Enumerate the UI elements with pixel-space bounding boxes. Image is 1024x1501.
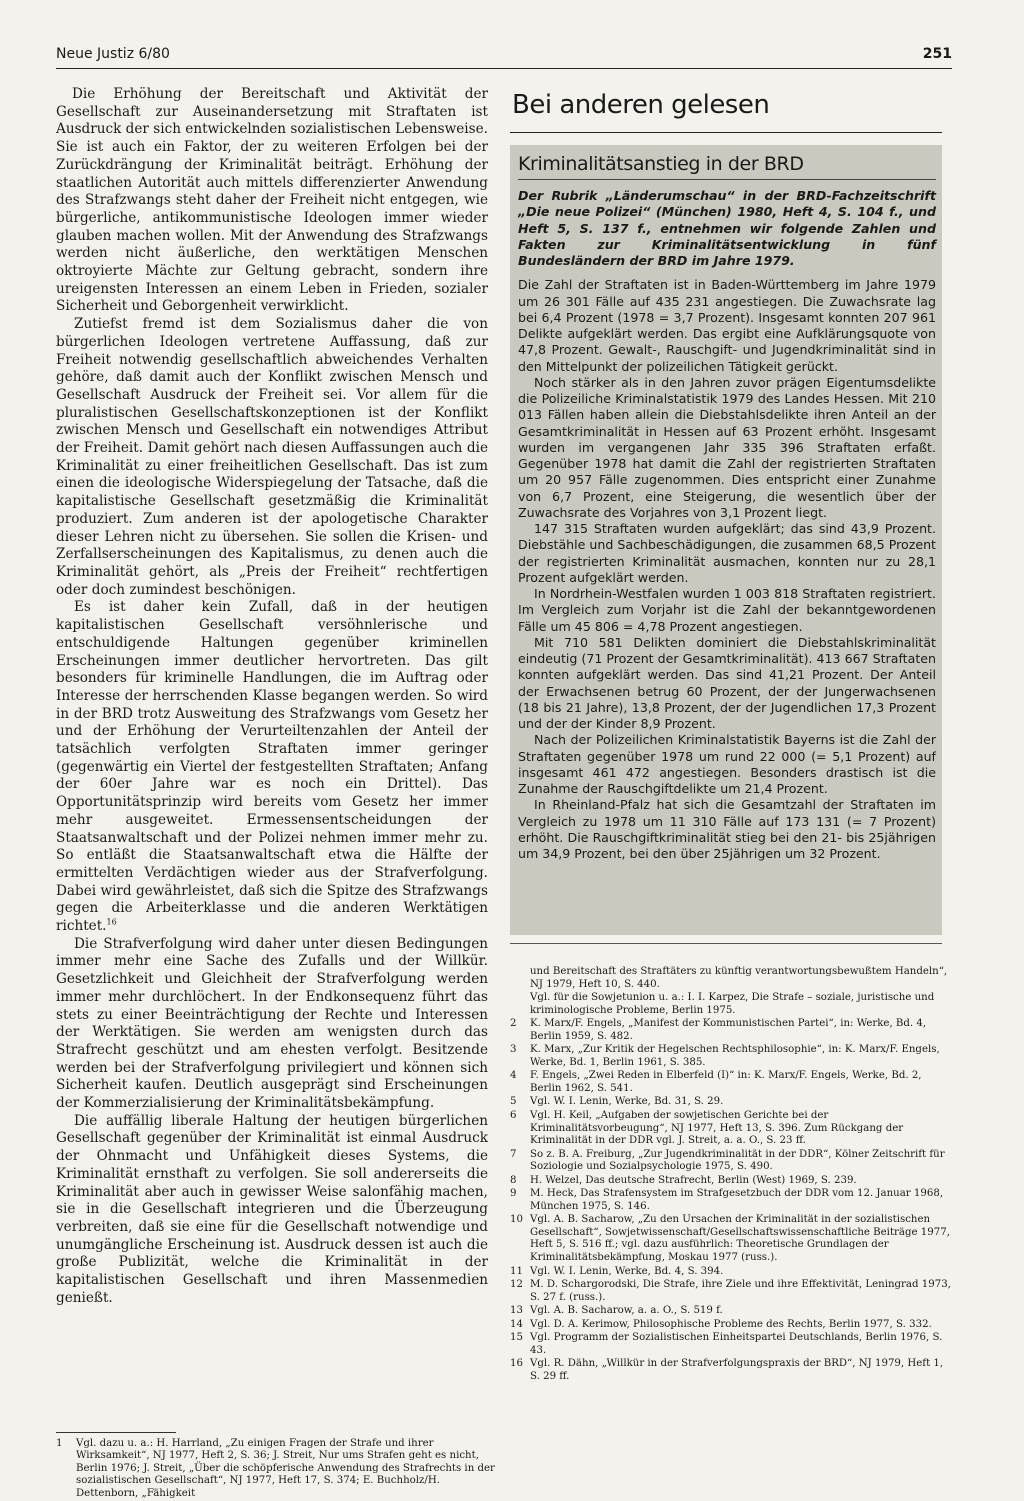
- footnotes-left: [56, 1438, 504, 1501]
- footnote-number: 9: [510, 1188, 517, 1200]
- footnote-item: [510, 1279, 952, 1304]
- footnote-number: 13: [510, 1305, 523, 1317]
- footnote-item: [530, 992, 952, 1017]
- footnote-item: [510, 1266, 952, 1279]
- footnote-item: [510, 1305, 952, 1318]
- article-paragraph: Mit 710 581 Delikten dominiert die Diebstahlskriminalität eindeutig (71 Prozent der Gesamtkriminalität). 413 667 Straftaten konnten aufgeklärt werden. Das sind 41,21 Prozent. Der Anteil der Erwachsenen betrug 60 Prozent, der der Jungerwachsenen (18 bis 21 Jahre), 13,8 Prozent, der der Jugendlichen 17,3 Prozent und der der Kinder 8,9 Prozent.: [518, 634, 936, 732]
- article-bottom-rule: [510, 943, 942, 944]
- article-paragraph: Die Zahl der Straftaten ist in Baden-Württemberg im Jahre 1979 um 26 301 Fälle auf 435 231 angestiegen. Die Zuwachsrate lag bei 6,4 Prozent (1978 = 3,7 Prozent). Insgesamt konnten 207 961 Delikte aufgeklärt werden. Das ergibt eine Aufklärungsquote von 47,8 Prozent. Gewalt-, Rauschgift- und Jugendkriminalität sind in den Mittelpunkt der polizeilichen Tätigkeit gerückt.: [518, 277, 936, 374]
- footnote-number: 5: [510, 1096, 517, 1108]
- main-paragraph: Zutiefst fremd ist dem Sozialismus daher die von bürgerlichen Ideologen vertretene Auffassung, daß zur Freiheit notwendig gesellschaftlich abweichendes Verhalten gehöre, daß damit auch der Konflikt zwischen Mensch und Gesellschaft Ausdruck der Freiheit sei. Vor allem für die pluralistischen Gesellschaftskonzeptionen ist der Konflikt zwischen Mensch und Gesellschaft ein notwendiges Attribut der Freiheit. Damit gehört nach diesen Auffassungen auch die Kriminalität zu einer freiheitlichen Gesellschaft. Das ist zum einen die ideologische Widerspiegelung der Tatsache, daß die kapitalistische Gesellschaft gesetzmäßig die Kriminalität produziert. Zum anderen ist der apologetische Charakter dieser Lehren nicht zu übersehen. Sie sollen die Krisen- und Zerfallserscheinungen des Kapitalismus, zu denen auch die Kriminalität gehört, als „Preis der Freiheit“ rechtfertigen oder doch zumindest beschönigen.: [56, 316, 488, 598]
- footnote-item: [510, 1214, 952, 1264]
- footnote-text: Vgl. Programm der Sozialistischen Einheitspartei Deutschlands, Berlin 1976, S. 43.: [530, 1332, 943, 1356]
- footnote-item: [510, 1044, 952, 1069]
- sidebar-column: [510, 86, 952, 944]
- footnotes-right: [510, 966, 952, 1385]
- footnote-number: 10: [510, 1214, 523, 1226]
- footnote-number: 11: [510, 1265, 523, 1277]
- sidebar-article-box: [510, 145, 942, 935]
- footnote-item: [510, 1149, 952, 1174]
- footnote-text: M. D. Schargorodski, Die Strafe, ihre Ziele und ihre Effektivität, Leningrad 1973, S. 27 f. (russ.).: [530, 1279, 951, 1303]
- footnote-item: [510, 1110, 952, 1148]
- main-paragraph-text: Es ist daher kein Zufall, daß in der heutigen kapitalistischen Gesellschaft versöhnlerische und entschuldigende Haltungen gegenüber kriminellen Erscheinungen immer deutlicher hervortreten. Das gilt besonders für kriminelle Handlungen, die im Auftrag oder Interesse der herrschenden Klasse begangen werden. So wird in der BRD trotz Ausweitung des Strafzwangs vom Gesetz her und der Erhöhung der Verurteiltenzahlen der Anteil der tatsächlich verfolgten Straftaten immer geringer (gegenwärtig ein Viertel der festgestellten Straftaten; Anfang der 60er Jahre war es noch ein Drittel). Das Opportunitätsprinzip wird bereits vom Gesetz her immer mehr ausgeweitet. Ermessensentscheidungen der Staatsanwaltschaft und der Polizei nehmen immer mehr zu. So entläßt die Staatsanwaltschaft etwa die Hälfte der ermittelten Verdächtigen wieder aus der Strafverfolgung. Dabei wird gewährleistet, daß sich die Spitze des Strafzwangs gegen die Arbeiterklasse und die anderen Werktätigen richtet.: [56, 599, 488, 935]
- footnote-number: 7: [510, 1148, 517, 1160]
- page-number: 251: [922, 46, 952, 62]
- footnote-item: [56, 1438, 504, 1500]
- footnote-text: So z. B. A. Freiburg, „Zur Jugendkriminalität in der DDR“, Kölner Zeitschrift für Soziologie und Sozialpsychologie 1975, S. 490.: [530, 1148, 945, 1173]
- footnote-text: H. Welzel, Das deutsche Strafrecht, Berlin (West) 1969, S. 239.: [530, 1174, 857, 1186]
- footnote-text: Vgl. W. I. Lenin, Werke, Bd. 31, S. 29.: [530, 1096, 724, 1108]
- footnote-number: 15: [510, 1332, 523, 1344]
- article-title: Kriminalitätsanstieg in der BRD: [518, 151, 936, 180]
- footnote-text: F. Engels, „Zwei Reden in Elberfeld (I)“ in: K. Marx/F. Engels, Werke, Bd. 2, Berlin 1962, S. 541.: [530, 1070, 922, 1094]
- footnote-text: Vgl. W. I. Lenin, Werke, Bd. 4, S. 394.: [530, 1265, 724, 1277]
- footnote-number: 4: [510, 1070, 517, 1082]
- footnote-text: K. Marx, „Zur Kritik der Hegelschen Rechtsphilosophie“, in: K. Marx/F. Engels, Werke, Bd. 1, Berlin 1961, S. 385.: [530, 1044, 940, 1068]
- footnote-number: 12: [510, 1279, 523, 1291]
- footnote-item: [510, 1188, 952, 1213]
- article-paragraph: In Nordrhein-Westfalen wurden 1 003 818 Straftaten registriert. Im Vergleich zum Vorjahr ist die Zahl der bekanntgewordenen Fälle um 45 806 = 4,78 Prozent angestiegen.: [518, 586, 936, 634]
- footnote-number: 16: [510, 1358, 523, 1370]
- article-paragraph: Noch stärker als in den Jahren zuvor prägen Eigentumsdelikte die Polizeiliche Kriminalstatistik 1979 des Landes Hessen. Mit 210 013 Fällen haben allein die Diebstahlsdelikte ihren Anteil an der Gesamtkriminalität in Hessen auf 63 Prozent erhöht. Insgesamt wurden im vergangenen Jahr 335 396 Straftaten erfaßt. Gegenüber 1978 hat damit die Zahl der registrierten Straftaten um 20 957 Fälle zugenommen. Dies entspricht einer Zunahme von 6,7 Prozent, eine Steigerung, die wesentlich über der Zuwachsrate des Vorjahres von 3,1 Prozent liegt.: [518, 374, 936, 520]
- section-rule: [510, 132, 942, 133]
- article-paragraph: 147 315 Straftaten wurden aufgeklärt; das sind 43,9 Prozent. Diebstähle und Sachbeschädigungen, die zusammen 68,5 Prozent der registrierten Kriminalität ausmachen, konnten nur zu 28,1 Prozent aufgeklärt werden.: [518, 521, 936, 585]
- main-text-column: [56, 86, 488, 1308]
- footnote-text: Vgl. A. B. Sacharow, „Zu den Ursachen der Kriminalität in der sozialistischen Gesellschaft“, Sowjetwissenschaft/Gesellschaftswissenschaftliche Beiträge 1977, Heft 5, S. 516 ff.; vgl. dazu ausführlich: Theoretische Grundlagen der Kriminalitätsbekämpfung, Moskau 1977 (russ.).: [530, 1214, 950, 1264]
- footnote-text: Vgl. R. Dähn, „Willkür in der Strafverfolgungspraxis der BRD“, NJ 1979, Heft 1, S. 29 ff.: [530, 1358, 944, 1382]
- footnote-text: Vgl. H. Keil, „Aufgaben der sowjetischen Gerichte bei der Kriminalitätsvorbeugung“, NJ 1977, Heft 13, S. 396. Zum Rückgang der Kriminalität in der DDR vgl. J. Streit, a. a. O., S. 23 ff.: [530, 1110, 904, 1147]
- section-title: Bei anderen gelesen: [512, 90, 770, 120]
- footnote-item: [510, 1358, 952, 1383]
- footnote-item: [510, 1096, 952, 1109]
- main-paragraph: Die Strafverfolgung wird daher unter diesen Bedingungen immer mehr eine Sache des Zufalls und der Willkür. Gesetzlichkeit und Gleichheit der Strafverfolgung werden immer mehr durchlöchert. In der Endkonsequenz führt das stets zu einer Beeinträchtigung der Rechte und Interessen der Werktätigen. Sie werden am wenigsten durch das Strafrecht geschützt und am ehesten verfolgt. Besitzende werden bei der Strafverfolgung privilegiert und können sich Sicherheit kaufen. Deutlich ausgeprägt sind Erscheinungen der Kommerzialisierung der Kriminalitätsbekämpfung.: [56, 935, 488, 1112]
- footnote-text: Vgl. für die Sowjetunion u. a.: I. I. Karpez, Die Strafe – soziale, juristische und kriminologische Probleme, Berlin 1975.: [530, 992, 935, 1016]
- footnote-number: 3: [510, 1044, 517, 1056]
- journal-issue: Neue Justiz 6/80: [56, 46, 170, 62]
- footnote-number: 6: [510, 1110, 517, 1122]
- footnote-reference[interactable]: 16: [106, 917, 117, 927]
- article-lead: Der Rubrik „Länderumschau“ in der BRD-Fachzeitschrift „Die neue Polizei“ (München) 1980, Heft 4, S. 104 f., und Heft 5, S. 137 f., entnehmen wir folgende Zahlen und Fakten zur Kriminalitätsentwicklung in fünf Bundesländern der BRD im Jahre 1979.: [518, 188, 936, 269]
- footnote-divider: [56, 1432, 176, 1433]
- footnote-item: [530, 966, 952, 991]
- footnote-text: K. Marx/F. Engels, „Manifest der Kommunistischen Partei“, in: Werke, Bd. 4, Berlin 1959, S. 482.: [530, 1018, 927, 1042]
- footnote-text: Vgl. A. B. Sacharow, a. a. O., S. 519 f.: [530, 1305, 723, 1317]
- article-paragraph: Nach der Polizeilichen Kriminalstatistik Bayerns ist die Zahl der Straftaten gegenüber 1978 um rund 22 000 (= 5,1 Prozent) auf insgesamt 461 472 angestiegen. Besonders drastisch ist die Zunahme der Rauschgiftdelikte um 21,4 Prozent.: [518, 732, 936, 797]
- footnote-number: 1: [56, 1438, 63, 1449]
- footnote-text: Vgl. dazu u. a.: H. Harrland, „Zu einigen Fragen der Strafe und ihrer Wirksamkeit“, NJ 1977, Heft 2, S. 36; J. Streit, Nur ums Strafen geht es nicht, Berlin 1976; J. Streit, „Über die schöpferische Anwendung des Strafrechts in der sozialistischen Gesellschaft“, NJ 1977, Heft 17, S. 374; E. Buchholz/H. Dettenborn, „Fähigkeit: [76, 1438, 495, 1499]
- footnote-number: 8: [510, 1174, 517, 1186]
- footnote-item: [510, 1070, 952, 1095]
- footnote-text: und Bereitschaft des Straftäters zu künftig verantwortungsbewußtem Handeln“, NJ 1979, Heft 10, S. 440.: [530, 966, 948, 990]
- footnote-item: [510, 1319, 952, 1332]
- main-paragraph: [56, 599, 488, 935]
- footnote-item: [510, 1018, 952, 1043]
- footnote-number: 14: [510, 1318, 523, 1330]
- footnote-item: [510, 1175, 952, 1188]
- article-paragraph: In Rheinland-Pfalz hat sich die Gesamtzahl der Straftaten im Vergleich zu 1978 um 11 310 Fälle auf 173 131 (= 7 Prozent) erhöht. Die Rauschgiftkriminalität stieg bei den 21- bis 25jährigen um 34,9 Prozent, bei den über 25jährigen um 32 Prozent.: [518, 797, 936, 862]
- main-paragraph: Die Erhöhung der Bereitschaft und Aktivität der Gesellschaft zur Auseinandersetzung mit Straftaten ist Ausdruck der sich entwickelnden sozialistischen Lebensweise. Sie ist auch ein Faktor, der zu weiteren Erfolgen bei der Zurückdrängung der Kriminalität beiträgt. Erhöhung der staatlichen Autorität auch mittels differenzierter Anwendung des Strafzwangs steht daher der Freiheit nicht entgegen, wie bürgerliche, antikommunistische Ideologen immer wieder glauben machen wollen. Mit der Anwendung des Strafzwangs werden nicht äußerliche, den werktätigen Menschen oktroyierte Mächte zur Geltung gebracht, sondern ihre ureigensten Interessen an einem Leben in Frieden, sozialer Sicherheit und Geborgenheit verwirklicht.: [56, 86, 488, 315]
- footnote-number: 2: [510, 1018, 517, 1030]
- footnote-text: Vgl. D. A. Kerimow, Philosophische Probleme des Rechts, Berlin 1977, S. 332.: [530, 1318, 932, 1330]
- footnote-item: [510, 1332, 952, 1357]
- running-head: [56, 44, 952, 69]
- main-paragraph: Die auffällig liberale Haltung der heutigen bürgerlichen Gesellschaft gegenüber der Kriminalität ist einmal Ausdruck der Ohnmacht und Unfähigkeit dieses Systems, die Kriminalität ernsthaft zu verfolgen. Sie soll andererseits die Kriminalität aber auch in gewisser Weise salonfähig machen, sie in die Gesellschaft integrieren und die Überzeugung verbreiten, daß sie eine für die Gesellschaft notwendige und unumgängliche Erscheinung ist. Ausdruck dessen ist auch die große Publizität, welche die Kriminalität in der kapitalistischen Gesellschaft und ihren Massenmedien genießt.: [56, 1112, 488, 1306]
- footnote-text: M. Heck, Das Strafensystem im Strafgesetzbuch der DDR vom 12. Januar 1968, München 1975, S. 146.: [530, 1188, 944, 1212]
